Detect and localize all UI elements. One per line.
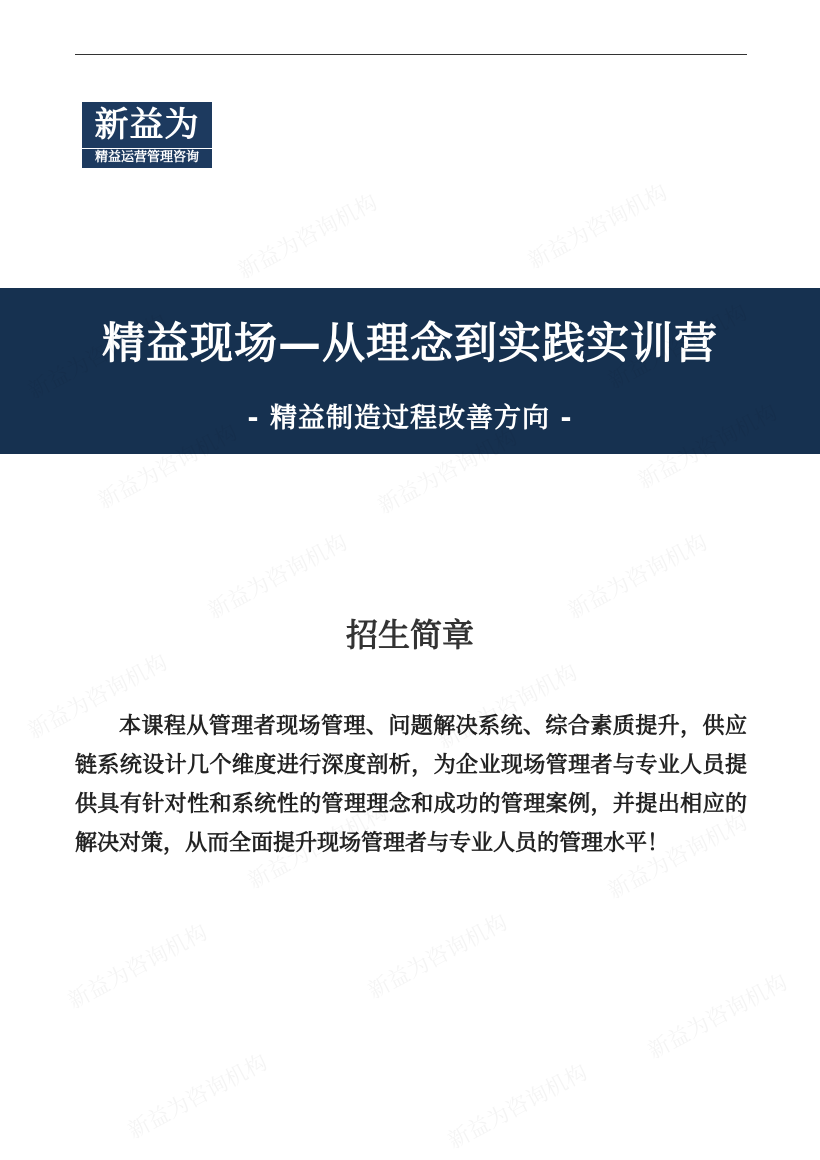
watermark-text (442, 1056, 593, 1156)
company-logo (82, 102, 212, 168)
watermark-text (62, 916, 213, 1016)
logo-tagline: 精益运营管理咨询 (82, 148, 212, 167)
watermark-text (522, 176, 673, 276)
watermark-text (642, 966, 793, 1066)
title-banner (0, 288, 820, 454)
logo-mark: 新益为 (94, 105, 200, 145)
watermark-text (232, 186, 383, 286)
banner-title: 精益现场—从理念到实践实训营 (102, 319, 718, 369)
intro-paragraph: 本课程从管理者现场管理、问题解决系统、综合素质提升，供应链系统设计几个维度进行深度剖析，为企业现场管理者与专业人员提供具有针对性和系统性的管理理念和成功的管理案例，并提出相应的解决对策，从而全面提升现场管理者与专业人员的管理水平！ (75, 714, 747, 856)
section-heading: 招生简章 (345, 616, 474, 654)
header-rule (75, 54, 747, 55)
banner-subtitle: - 精益制造过程改善方向 - (247, 403, 573, 434)
watermark-text (362, 906, 513, 1006)
watermark-text (122, 1046, 273, 1146)
